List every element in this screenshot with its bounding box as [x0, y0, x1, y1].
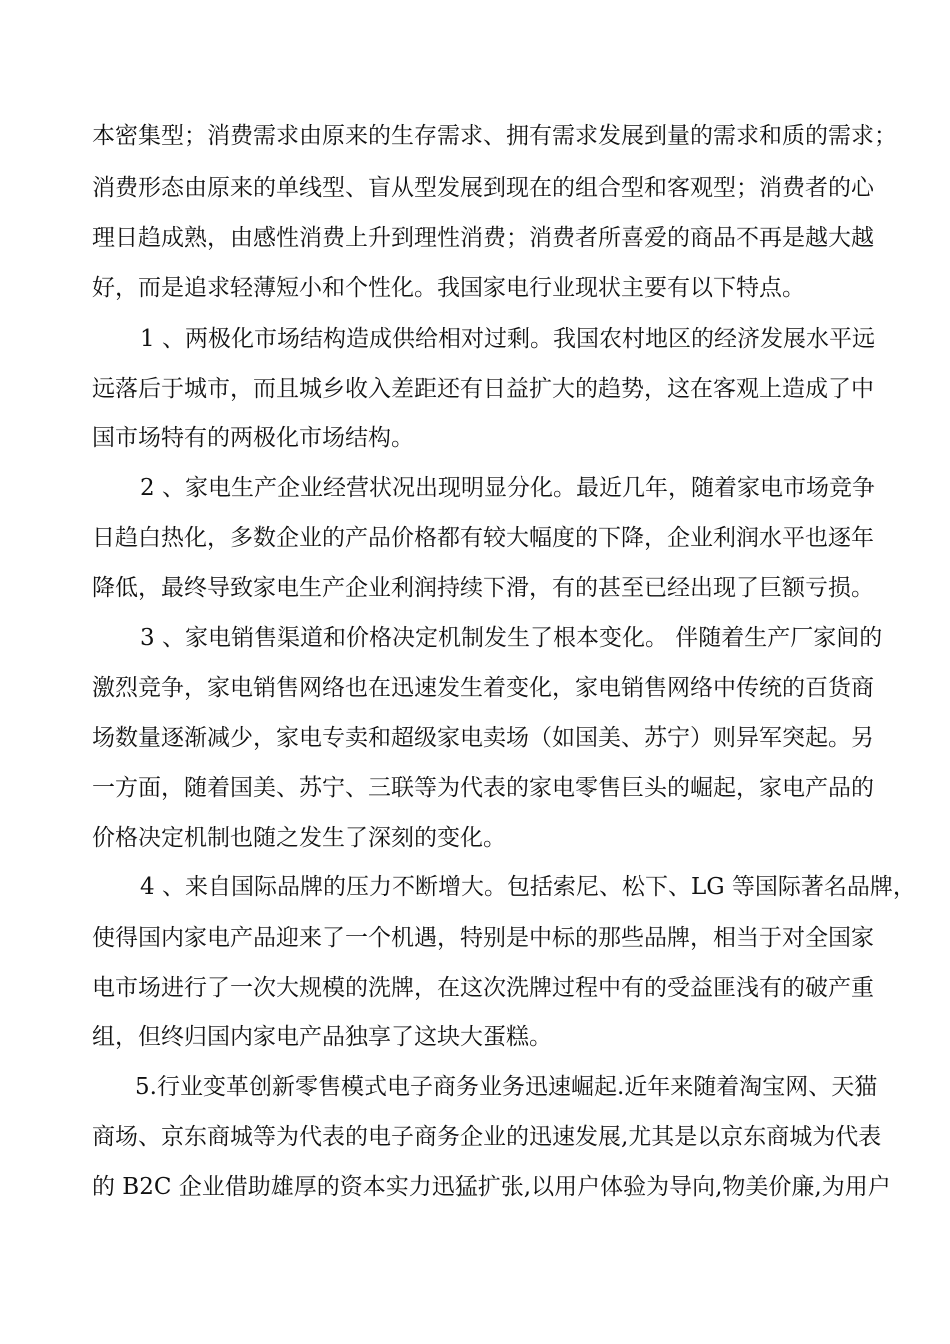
text-line: 2 、家电生产企业经营状况出现明显分化。最近几年，随着家电市场竞争	[140, 475, 875, 501]
text-line: 日趋白热化，多数企业的产品价格都有较大幅度的下降，企业利润水平也逐年	[92, 525, 874, 551]
text-line: 场数量逐渐减少，家电专卖和超级家电卖场（如国美、苏宁）则异军突起。另	[92, 725, 874, 751]
text-line: 电市场进行了一次大规模的洗牌，在这次洗牌过程中有的受益匪浅有的破产重	[92, 975, 874, 1001]
text-line: 远落后于城市，而且城乡收入差距还有日益扩大的趋势，这在客观上造成了中	[92, 376, 874, 402]
text-line: 使得国内家电产品迎来了一个机遇，特别是中标的那些品牌，相当于对全国家	[92, 925, 874, 951]
text-line: 3 、家电销售渠道和价格决定机制发生了根本变化。 伴随着生产厂家间的	[140, 625, 883, 651]
text-line: 理日趋成熟，由感性消费上升到理性消费；消费者所喜爱的商品不再是越大越	[92, 225, 874, 251]
text-line: 组，但终归国内家电产品独享了这块大蛋糕。	[92, 1024, 552, 1050]
text-line: 商场、京东商城等为代表的电子商务企业的迅速发展,尤其是以京东商城为代表	[92, 1124, 882, 1150]
text-line: 国市场特有的两极化市场结构。	[92, 425, 414, 451]
text-line: 1 、两极化市场结构造成供给相对过剩。我国农村地区的经济发展水平远	[140, 326, 875, 352]
text-line: 激烈竞争，家电销售网络也在迅速发生着变化，家电销售网络中传统的百货商	[92, 675, 874, 701]
text-line: 降低，最终导致家电生产企业利润持续下滑，有的甚至已经出现了巨额亏损。	[92, 575, 874, 601]
text-line: 好，而是追求轻薄短小和个性化。我国家电行业现状主要有以下特点。	[92, 275, 805, 301]
text-line: 一方面，随着国美、苏宁、三联等为代表的家电零售巨头的崛起，家电产品的	[92, 775, 874, 801]
text-line: 5.行业变革创新零售模式电子商务业务迅速崛起.近年来随着淘宝网、天猫	[135, 1074, 878, 1100]
text-line: 的 B2C 企业借助雄厚的资本实力迅猛扩张,以用户体验为导向,物美价廉,为用户	[92, 1174, 891, 1200]
text-line: 4 、来自国际品牌的压力不断增大。包括索尼、松下、LG 等国际著名品牌，	[140, 874, 916, 900]
text-line: 消费形态由原来的单线型、盲从型发展到现在的组合型和客观型；消费者的心	[92, 175, 874, 201]
text-line: 价格决定机制也随之发生了深刻的变化。	[92, 825, 506, 851]
text-line: 本密集型；消费需求由原来的生存需求、拥有需求发展到量的需求和质的需求；	[92, 123, 897, 149]
